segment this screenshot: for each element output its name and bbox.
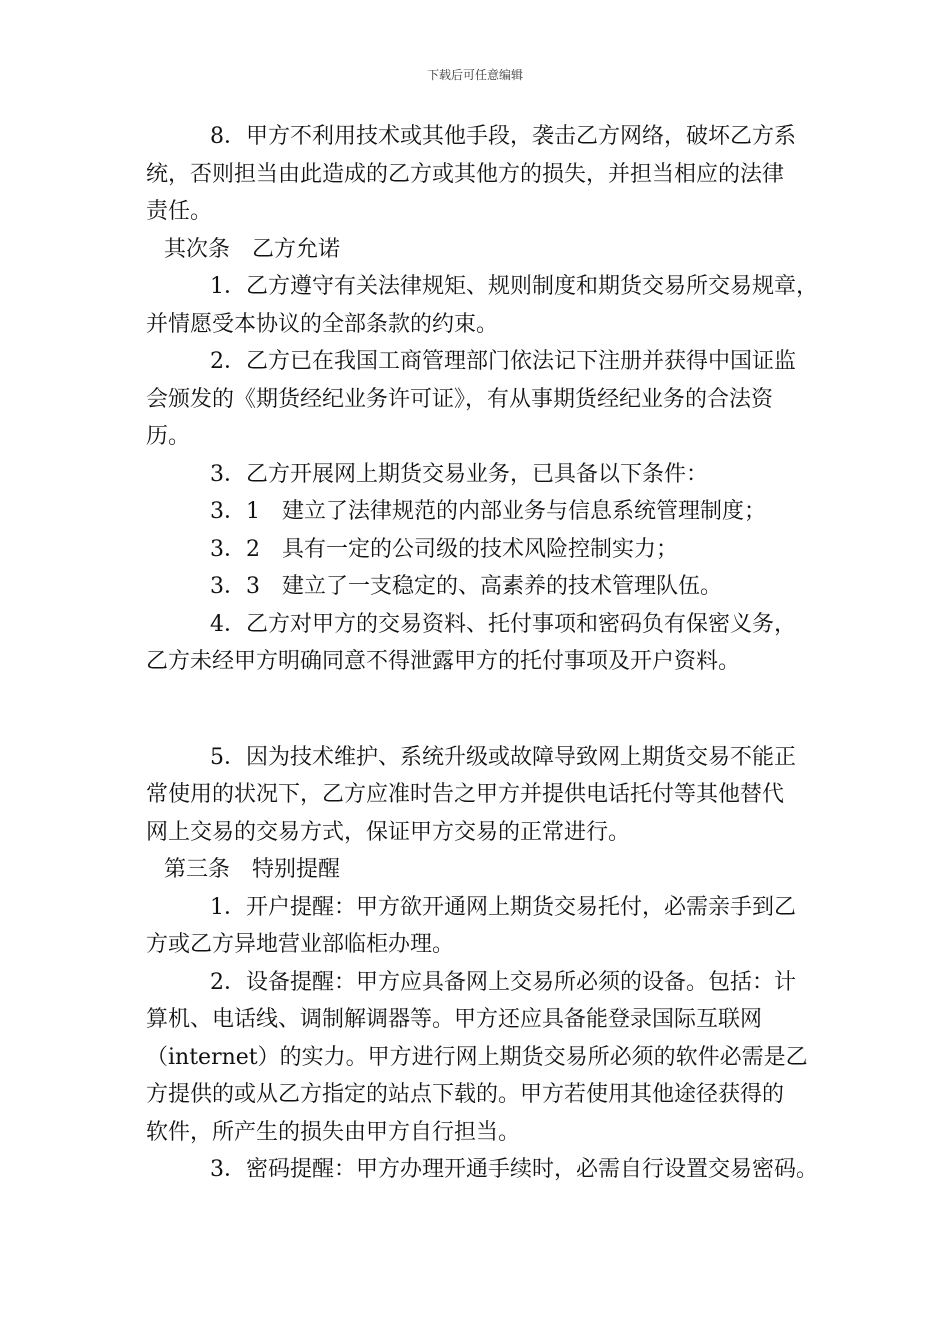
paragraph-line: 8．甲方不利用技术或其他手段，袭击乙方网络，破坏乙方系	[210, 124, 796, 149]
paragraph-line: 统，否则担当由此造成的乙方或其他方的损失，并担当相应的法律	[146, 161, 785, 187]
paragraph-line: 常使用的状况下，乙方应准时告之甲方并提供电话托付等其他替代	[146, 782, 785, 807]
paragraph-line: 责任。	[146, 199, 213, 224]
paragraph-line: 2．设备提醒：甲方应具备网上交易所必须的设备。包括：计	[210, 969, 796, 995]
paragraph-line: 方或乙方异地营业部临柜办理。	[146, 932, 455, 957]
paragraph-line: 网上交易的交易方式，保证甲方交易的正常进行。	[146, 819, 631, 845]
paragraph-line: 2．乙方已在我国工商管理部门依法记下注册并获得中国证监	[210, 349, 796, 374]
paragraph-line: 历。	[146, 424, 191, 449]
paragraph-line: 会颁发的《期货经纪业务许可证》，有从事期货经纪业务的合法资	[146, 386, 774, 412]
section-heading: 第三条 特别提醒	[164, 857, 341, 882]
paragraph-line: 5．因为技术维护、系统升级或故障导致网上期货交易不能正	[210, 744, 796, 770]
paragraph-line: 1．乙方遵守有关法律规矩、规则制度和期货交易所交易规章，	[210, 274, 818, 299]
paragraph-line: 乙方未经甲方明确同意不得泄露甲方的托付事项及开户资料。	[146, 649, 741, 674]
paragraph-line: 1．开户提醒：甲方欲开通网上期货交易托付，必需亲手到乙	[210, 894, 796, 920]
paragraph-line: 并情愿受本协议的全部条款的约束。	[146, 311, 499, 337]
paragraph-line: 4．乙方对甲方的交易资料、托付事项和密码负有保密义务，	[210, 611, 796, 637]
paragraph-line: 3．1 建立了法律规范的内部业务与信息系统管理制度；	[210, 499, 766, 524]
paragraph-line: 方提供的或从乙方指定的站点下载的。甲方若使用其他途径获得的	[146, 1082, 785, 1107]
section-heading: 其次条 乙方允诺	[164, 236, 341, 262]
paragraph-line: 3．3 建立了一支稳定的、高素养的技术管理队伍。	[210, 574, 722, 599]
document-body	[146, 118, 826, 1189]
blank-gap	[146, 681, 826, 739]
paragraph-line: 3．密码提醒：甲方办理开通手续时，必需自行设置交易密码。	[210, 1157, 818, 1182]
paragraph-line: 3．乙方开展网上期货交易业务，已具备以下条件：	[210, 461, 708, 487]
paragraph-line: （internet）的实力。甲方进行网上期货交易所必须的软件必需是乙	[146, 1044, 808, 1070]
page-header-note: 下载后可任意编辑	[426, 68, 523, 82]
paragraph-line: 软件，所产生的损失由甲方自行担当。	[146, 1119, 521, 1145]
paragraph-line: 算机、电话线、调制解调器等。甲方还应具备能登录国际互联网	[146, 1007, 763, 1032]
paragraph-line: 3．2 具有一定的公司级的技术风险控制实力；	[210, 536, 678, 562]
